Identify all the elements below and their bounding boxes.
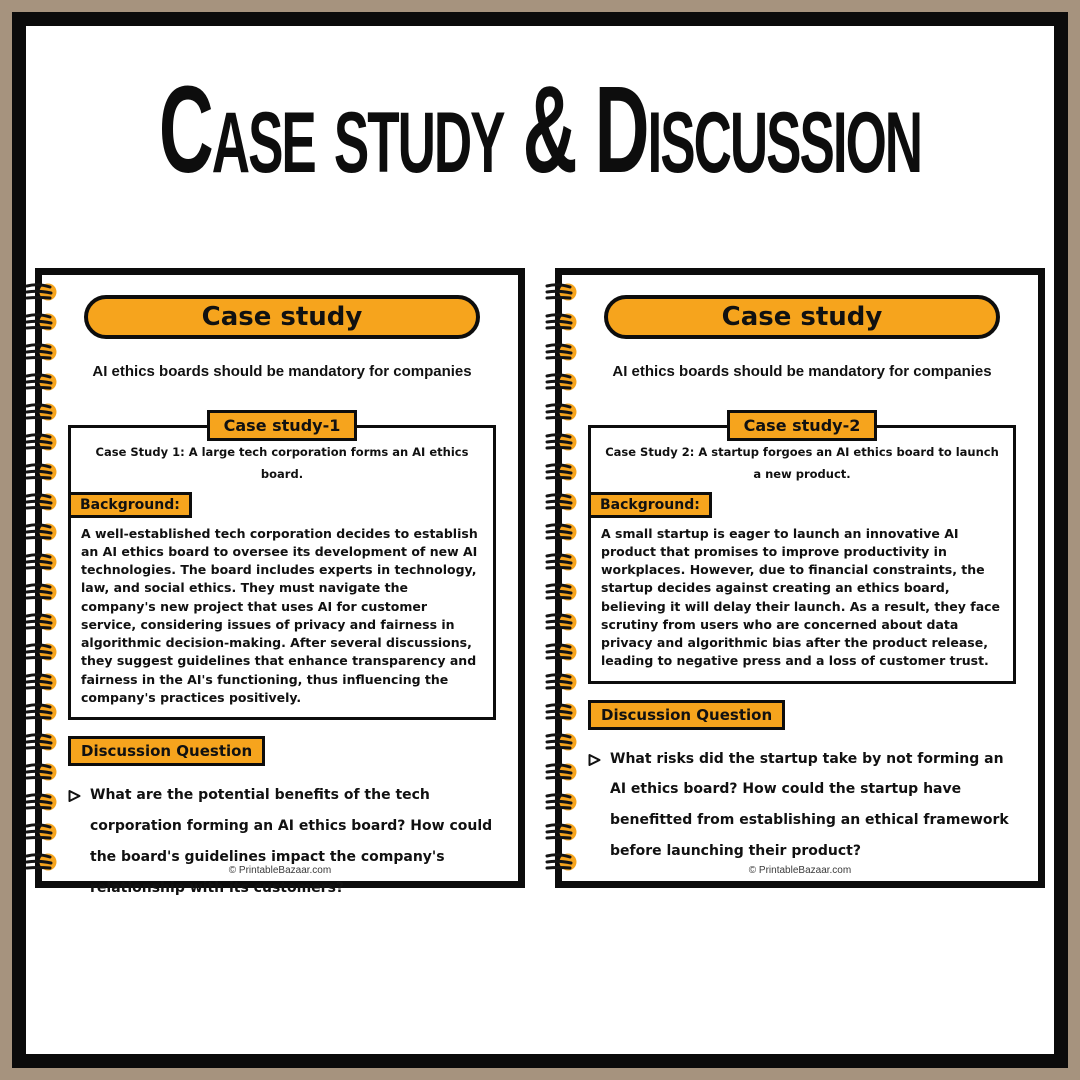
discussion-question-label: Discussion Question [68,736,265,766]
copyright-footer: © PrintableBazaar.com [748,865,852,876]
case-study-box [588,425,1016,684]
arrow-bullet-icon [588,753,601,767]
worksheet-page-2 [555,268,1045,888]
case-study-title: Case Study 2: A startup forgoes an AI ethics board to launch a new product. [605,445,999,481]
case-study-banner: Case study [84,295,480,339]
background-text: A small startup is eager to launch an innovative AI product that promises to improve productivity in workplaces. However, due to financial constraints, the startup decides against creating an ethics board, believing it will delay their launch. As a result, they face scrutiny from users who are concerned about data privacy and algorithmic bias after the product release, leading to negative press and a loss of customer trust. [601,525,1001,669]
worksheet-topic: AI ethics boards should be mandatory for companies [612,363,992,380]
copyright-footer: © PrintableBazaar.com [228,865,332,876]
worksheet-frame [12,12,1068,1068]
arrow-bullet-icon [68,789,81,803]
discussion-question-item [68,780,498,903]
discussion-question-label: Discussion Question [588,700,785,730]
discussion-question-text: What are the potential benefits of the tech corporation forming an AI ethics board? How could the board's guidelines impact the company's relationship with its customers? [90,787,493,896]
spiral-binding-icon [25,277,59,889]
background-label: Background: [68,492,192,518]
worksheet-page-1 [35,268,525,896]
case-study-title: Case Study 1: A large tech corporation forms an AI ethics board. [95,445,469,481]
case-study-banner: Case study [604,295,1000,339]
discussion-question-text: What risks did the startup take by not forming an AI ethics board? How could the startup have benefitted from establishing an ethical framework before launching their product? [610,750,1009,860]
case-study-number-tag: Case study-2 [727,410,878,441]
worksheet-topic: AI ethics boards should be mandatory for companies [92,363,472,380]
worksheet-pages [26,268,1054,896]
background-text: A well-established tech corporation decides to establish an AI ethics board to oversee its development of new AI technologies. The board includes experts in technology, law, and social ethics. They must navigate the company's new project that uses AI for customer service, considering issues of privacy and fairness in algorithmic decision-making. After several discussions, they suggest guidelines that enhance transparency and fairness in the AI's functioning, thus influencing the company's practices positively. [81,525,478,705]
spiral-binding-icon [545,277,579,889]
background-label: Background: [588,492,712,518]
discussion-question-item [588,744,1018,867]
page-title: Case study & Discussion [158,61,922,200]
case-study-number-tag: Case study-1 [207,410,358,441]
case-study-box [68,425,496,720]
